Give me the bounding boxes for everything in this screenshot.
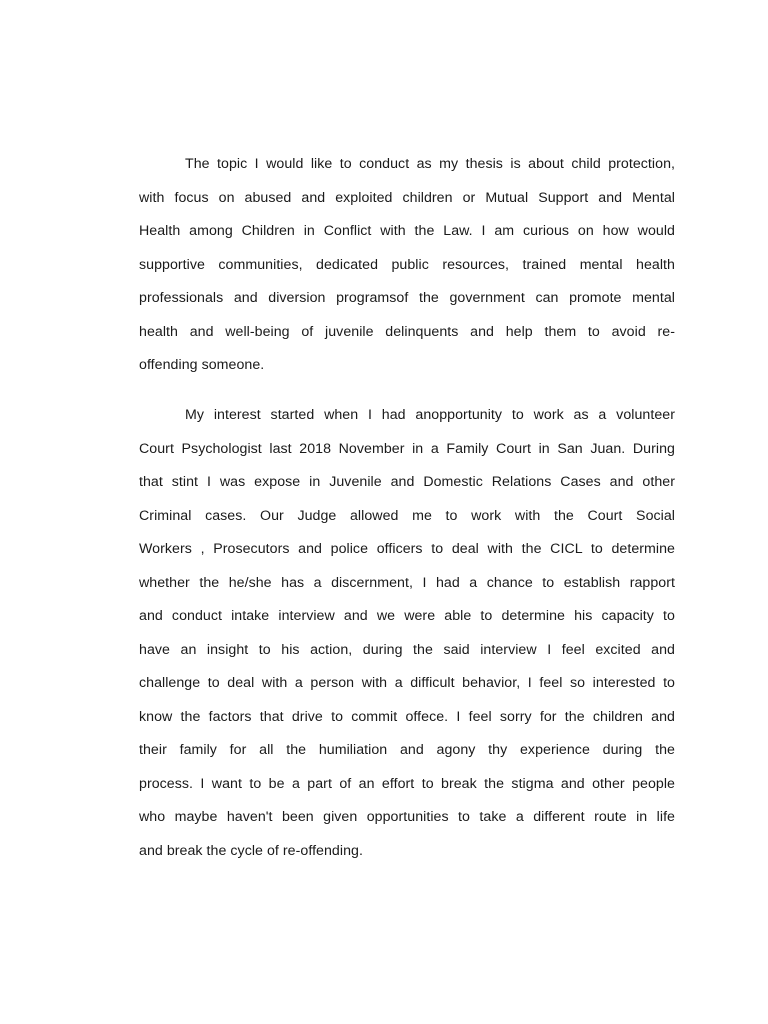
- text-line: supportive communities, dedicated public resources, trained mental health: [139, 256, 675, 273]
- text-line: Court Psychologist last 2018 November in a Family Court in San Juan. During: [139, 440, 675, 457]
- text-line: and conduct intake interview and we were able to determine his capacity to: [139, 608, 675, 624]
- text-line: know the factors that drive to commit offece. I feel sorry for the children and: [139, 708, 675, 725]
- text-line: process. I want to be a part of an effort to break the stigma and other people: [139, 775, 675, 792]
- paragraph-2: [139, 399, 675, 868]
- text-line: professionals and diversion programsof the government can promote mental: [139, 290, 675, 306]
- text-line: offending someone.: [139, 357, 265, 373]
- text-line: their family for all the humiliation and agony thy experience during the: [139, 742, 675, 758]
- text-line: with focus on abused and exploited children or Mutual Support and Mental: [139, 189, 675, 206]
- text-line: challenge to deal with a person with a difficult behavior, I feel so interested to: [139, 675, 675, 691]
- text-line: health and well-being of juvenile delinquents and help them to avoid re-: [139, 323, 675, 340]
- text-line: Health among Children in Conflict with the Law. I am curious on how would: [139, 223, 675, 239]
- text-line: The topic I would like to conduct as my thesis is about child protection,: [185, 156, 675, 172]
- text-line: have an insight to his action, during the said interview I feel excited and: [139, 641, 675, 658]
- text-line: and break the cycle of re-offending.: [139, 842, 363, 859]
- text-line: Criminal cases. Our Judge allowed me to work with the Court Social: [139, 507, 675, 524]
- text-line: that stint I was expose in Juvenile and Domestic Relations Cases and other: [139, 474, 675, 490]
- text-line: whether the he/she has a discernment, I had a chance to establish rapport: [139, 574, 675, 591]
- paragraph-1: [139, 148, 675, 383]
- text-line: who maybe haven't been given opportunities to take a different route in life: [139, 809, 675, 825]
- text-line: My interest started when I had anopportunity to work as a volunteer: [185, 407, 675, 423]
- text-line: Workers , Prosecutors and police officers to deal with the CICL to determine: [139, 541, 675, 557]
